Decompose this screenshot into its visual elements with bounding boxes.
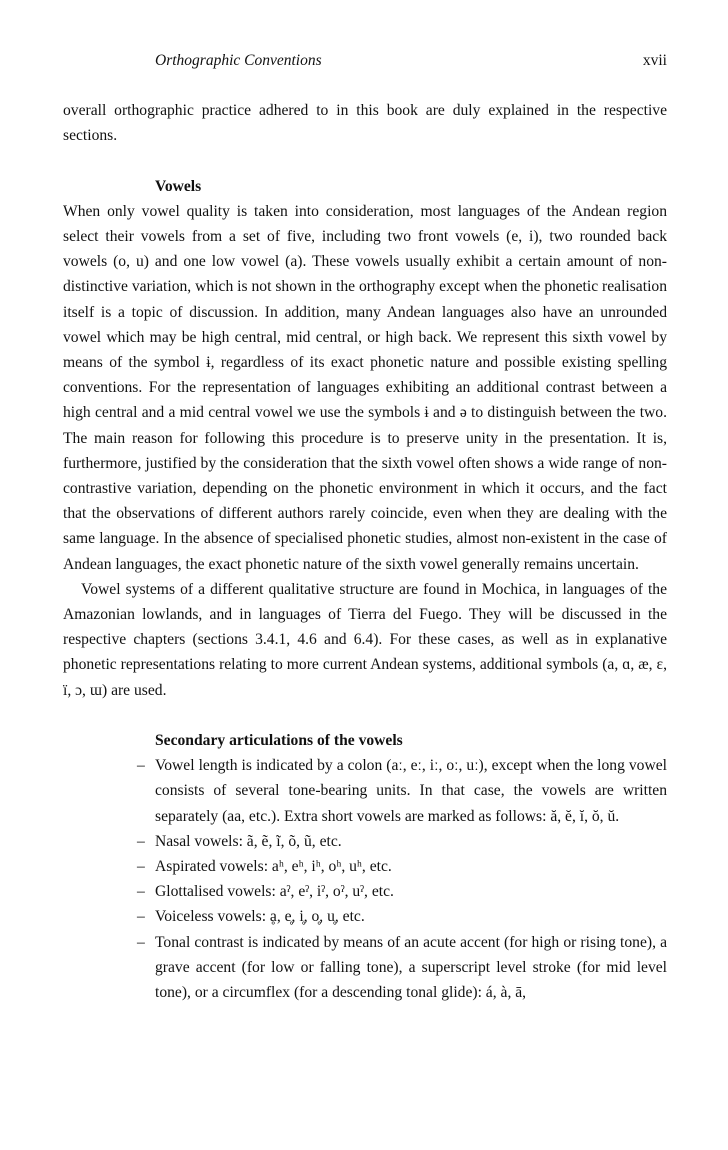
intro-paragraph: overall orthographic practice adhered to in this book are duly explained in the respective sections. xyxy=(63,102,667,145)
list-item-text: Voiceless vowels: ḁ, e̥, i̥, o̥, u̥, etc. xyxy=(155,908,365,926)
dash-bullet: – xyxy=(137,832,145,850)
list-item-text: Vowel length is indicated by a colon (aː, eː, iː, oː, uː), except when the long vowel consists of several tone-bearing units. In that case, the vowels are written separately (aa, etc.). Extra short vowels are marked as follows: ă, ĕ, ĭ, ŏ, ŭ. xyxy=(155,757,667,825)
list-item xyxy=(63,879,667,904)
list-item xyxy=(63,904,667,929)
page-body xyxy=(63,98,667,1005)
list-item xyxy=(63,930,667,1006)
vowels-heading: Vowels xyxy=(155,177,202,195)
running-head-title: Orthographic Conventions xyxy=(155,52,322,69)
list-item xyxy=(63,829,667,854)
spacer xyxy=(63,703,667,728)
page-number: xvii xyxy=(642,52,667,69)
spacer xyxy=(63,148,667,173)
dash-bullet: – xyxy=(137,933,145,951)
list-item-text: Glottalised vowels: aˀ, eˀ, iˀ, oˀ, uˀ, etc. xyxy=(155,883,394,901)
list-item-text: Tonal contrast is indicated by means of an acute accent (for high or rising tone), a grave accent (for low or falling tone), a superscript level stroke (for mid level tone), or a circumflex (for a descending tonal glide): á, à, ā, xyxy=(155,933,667,1002)
list-item xyxy=(63,854,667,879)
list-item xyxy=(63,753,667,829)
vowels-paragraph-2: Vowel systems of a different qualitative structure are found in Mochica, in languages of the Amazonian lowlands, and in languages of Tierra del Fuego. They will be discussed in the respective chapters (sections 3.4.1, 4.6 and 6.4). For these cases, as well as in explanative phonetic representations relating to more current Andean systems, additional symbols (a, ɑ, æ, ɛ, ï, ɔ, ɯ) are used. xyxy=(63,580,667,699)
list-item-text: Aspirated vowels: aʰ, eʰ, iʰ, oʰ, uʰ, etc. xyxy=(155,858,392,876)
dash-bullet: – xyxy=(137,757,145,775)
dash-bullet: – xyxy=(137,908,145,926)
vowels-paragraph-1: When only vowel quality is taken into consideration, most languages of the Andean region select their vowels from a set of five, including two front vowels (e, i), two rounded back vowels (o, u) and one low vowel (a). These vowels usually exhibit a certain amount of non-distinctive variation, which is not shown in the orthography except when the phonetic realisation itself is a topic of discussion. In addition, many Andean languages also have an unrounded vowel which may be high central, mid central, or high back. We represent this sixth vowel by means of the symbol ɨ, regardless of its exact phonetic nature and possible existing spelling conventions. For the representation of languages exhibiting an additional contrast between a high central and a mid central vowel we use the symbols ɨ and ə to distinguish between the two. The main reason for following this procedure is to preserve unity in the presentation. It is, furthermore, justified by the consideration that the sixth vowel often shows a wide range of non-contrastive variation, depending on the phonetic environment in which it occurs, and the fact that the observations of different authors rarely coincide, even when they are dealing with the same language. In the absence of specialised phonetic studies, almost non-existent in the case of Andean languages, the exact phonetic nature of the sixth vowel generally remains uncertain. xyxy=(63,202,667,573)
secondary-articulations-heading: Secondary articulations of the vowels xyxy=(155,732,403,750)
list-item-text: Nasal vowels: ã, ẽ, ĩ, õ, ũ, etc. xyxy=(155,832,342,850)
secondary-articulations-list xyxy=(63,753,667,1005)
dash-bullet: – xyxy=(137,858,145,876)
dash-bullet: – xyxy=(137,883,145,901)
running-head xyxy=(63,52,667,72)
